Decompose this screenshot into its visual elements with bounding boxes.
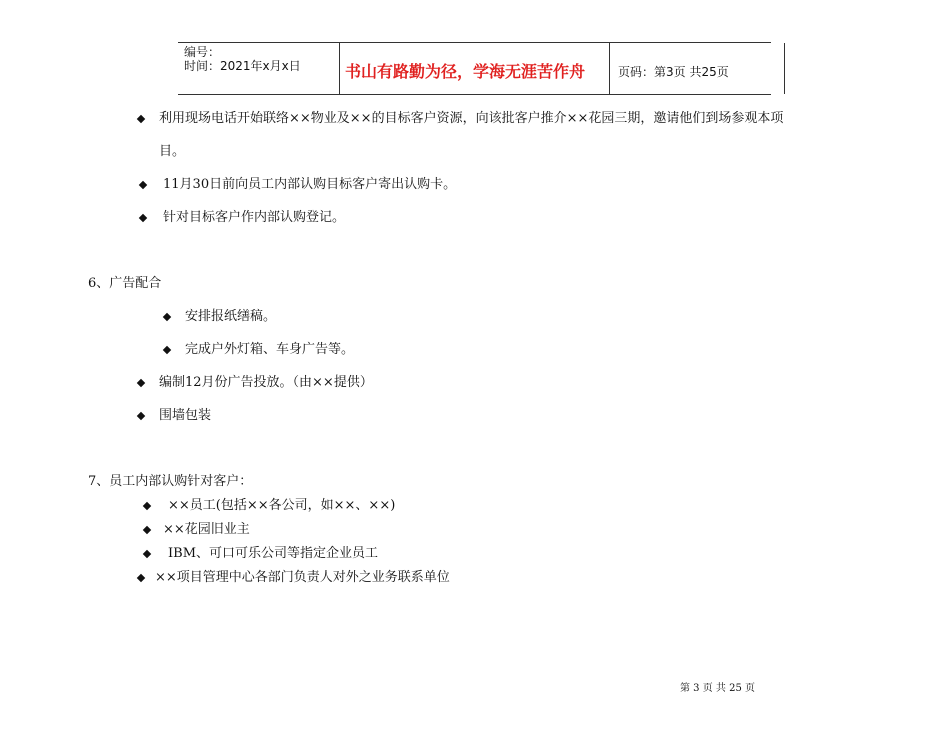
list-item: 针对目标客户作内部认购登记。 — [163, 210, 346, 225]
list-item: ××项目管理中心各部门负责人对外之业务联系单位 — [155, 570, 450, 585]
list-item: ××花园旧业主 — [163, 522, 250, 537]
list-item-continuation: 目。 — [159, 144, 186, 159]
list-item: IBM、可口可乐公司等指定企业员工 — [168, 546, 378, 561]
bullet-icon — [163, 313, 171, 321]
bullet-icon — [143, 526, 151, 534]
section-title: 6、广告配合 — [88, 276, 162, 291]
list-item: 11月30日前向员工内部认购目标客户寄出认购卡。 — [163, 177, 457, 192]
header-number-label: 编号： — [184, 45, 221, 59]
page-header — [178, 42, 771, 95]
bullet-icon — [143, 502, 151, 510]
header-motto: 书山有路勤为径，学海无涯苦作舟 — [345, 62, 586, 81]
header-page-cell — [609, 43, 772, 94]
header-time-label: 时间：2021年x月x日 — [184, 59, 301, 73]
list-item: 完成户外灯箱、车身广告等。 — [185, 342, 355, 357]
list-item: ××员工(包括××各公司，如××、××) — [168, 498, 396, 513]
header-meta-cell — [178, 43, 340, 94]
bullet-icon — [137, 379, 145, 387]
page-footer: 第 3 页 共 25 页 — [680, 683, 755, 694]
bullet-icon — [139, 181, 147, 189]
bullet-icon — [143, 550, 151, 558]
bullet-icon — [137, 574, 145, 582]
list-item: 围墙包装 — [159, 408, 212, 423]
bullet-icon — [137, 412, 145, 420]
section-title: 7、员工内部认购针对客户： — [88, 474, 253, 489]
bullet-icon — [139, 214, 147, 222]
list-item: 安排报纸缮稿。 — [185, 309, 277, 324]
list-item: 利用现场电话开始联络××物业及××的目标客户资源，向该批客户推介××花园三期，邀请他们到场参观本项 — [159, 111, 784, 126]
header-page-info: 页码：第3页 共25页 — [618, 65, 729, 79]
bullet-icon — [137, 115, 145, 123]
bullet-icon — [163, 346, 171, 354]
list-item: 编制12月份广告投放。（由××提供） — [159, 375, 373, 390]
